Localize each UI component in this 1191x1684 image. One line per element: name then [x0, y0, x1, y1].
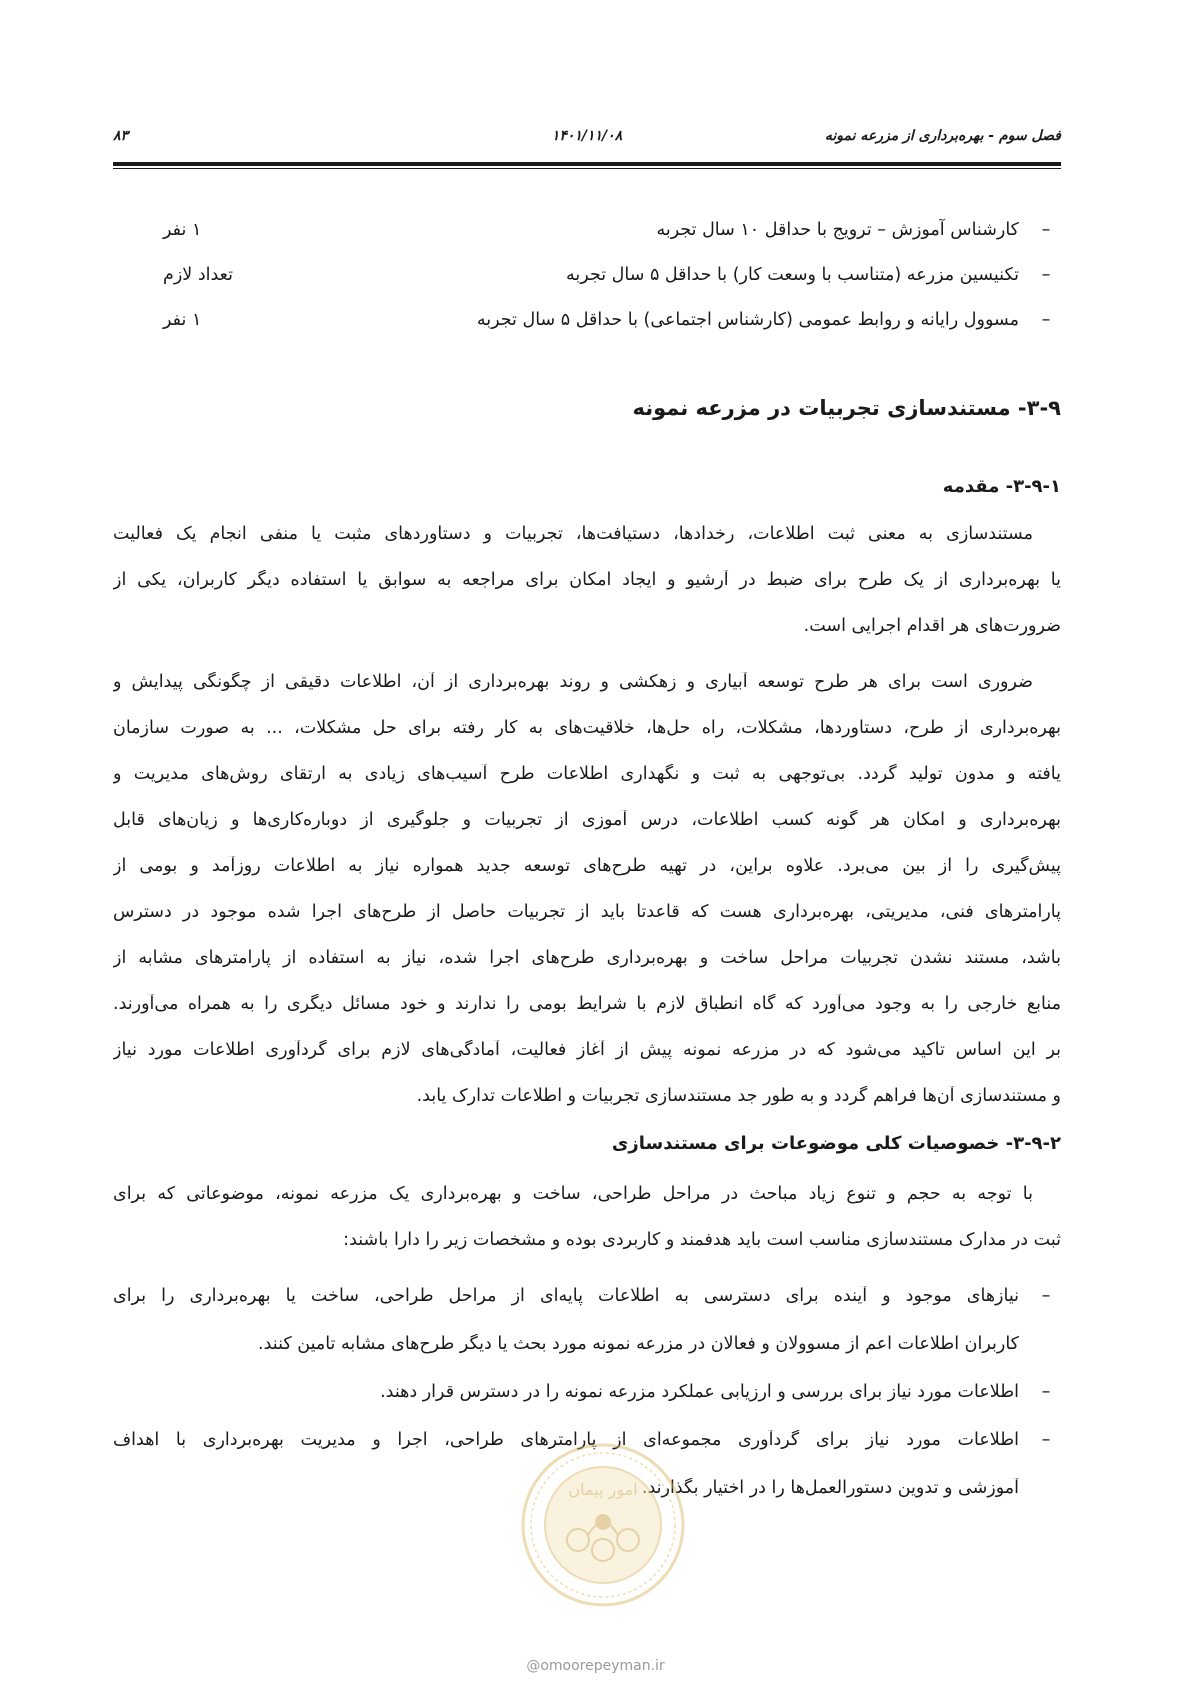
paragraph-line: بر این اساس تاکید می‌شود که در مزرعه نمونه پیش از آغاز فعالیت، آمادگی‌های لازم برای گردآوری اطلاعات مورد نیاز — [113, 1040, 1061, 1060]
paragraph-line: ضروری است برای هر طرح توسعه آبیاری و زهکشی و روند بهره‌برداری از آن، اطلاعات دقیقی از چگونگی پیدایش و — [113, 672, 1033, 692]
intro-heading: ۳-۹-۱- مقدمه — [942, 476, 1061, 497]
staff-count: ۱ نفر — [163, 310, 202, 330]
list-dash: – — [1041, 1286, 1051, 1306]
watermark-site: @omoorepeyman.ir — [526, 1658, 665, 1674]
staff-item — [113, 220, 1061, 265]
paragraph-line: ضرورت‌های هر اقدام اجرایی است. — [803, 616, 1061, 636]
bullet-line: اطلاعات مورد نیاز برای بررسی و ارزیابی عملکرد مزرعه نمونه را در دسترس قرار دهند. — [380, 1382, 1019, 1402]
staff-list — [113, 220, 1061, 355]
stamp-text: امور پیمان — [568, 1480, 638, 1499]
paragraph-line: یافته و مدون تولید گردد. بی‌توجهی به ثبت و نگهداری اطلاعات طرح آسیب‌های زیادی به ارتقای روش‌های مدیریت و — [113, 764, 1061, 784]
intro-paragraph-1 — [113, 524, 1061, 662]
header-date: ۱۴۰۱/۱۱/۰۸ — [551, 128, 623, 144]
header-rule-thin — [113, 168, 1061, 169]
watermark-stamp — [518, 1440, 688, 1610]
staff-role: تکنیسین مزرعه (متناسب با وسعت کار) با حداقل ۵ سال تجربه — [566, 265, 1019, 285]
list-dash: – — [1041, 265, 1051, 285]
page-number: ۸۳ — [113, 128, 129, 144]
staff-role: کارشناس آموزش – ترویج با حداقل ۱۰ سال تجربه — [656, 220, 1019, 240]
bullet-line: اطلاعات مورد نیاز برای گردآوری مجموعه‌ای از پارامترهای طراحی، اجرا و مدیریت بهره‌برداری با اهداف — [113, 1430, 1019, 1450]
bullet-line: کاربران اطلاعات اعم از مسوولان و فعالان در مزرعه نمونه مورد بحث یا دیگر طرح‌های مشابه تامین کنند. — [258, 1334, 1019, 1354]
paragraph-line: بهره‌برداری و امکان هر گونه کسب اطلاعات، درس آموزی از تجربیات و جلوگیری از دوباره‌کاری‌ها و زیان‌های قابل — [113, 810, 1061, 830]
paragraph-line: و مستندسازی آن‌ها فراهم گردد و به طور جد مستندسازی تجربیات و اطلاعات تدارک یابد. — [416, 1086, 1061, 1106]
list-item — [113, 1382, 1061, 1430]
paragraph-line: منابع خارجی را به وجود می‌آورد که گاه انطباق لازم با شرایط بومی را ندارند و خود مسائل دیگری را به همراه می‌آورند. — [113, 994, 1061, 1014]
list-dash: – — [1041, 1382, 1051, 1402]
list-item — [113, 1286, 1061, 1382]
page-header — [113, 128, 1061, 150]
intro-paragraph-2 — [113, 672, 1061, 1132]
list-dash: – — [1041, 1430, 1051, 1450]
paragraph-line: مستندسازی به معنی ثبت اطلاعات، رخدادها، دستیافت‌ها، تجربیات و دستاوردهای مثبت یا منفی انجام یک فعالیت — [113, 524, 1033, 544]
specs-paragraph — [113, 1184, 1061, 1276]
paragraph-line: ثبت در مدارک مستندسازی مناسب است باید هدفمند و کاربردی بوده و مشخصات زیر را دارا باشند: — [343, 1230, 1061, 1250]
paragraph-line: یا بهره‌برداری از یک طرح برای ضبط در آرشیو و ایجاد امکان برای مراجعه به سوابق یا استفاده دیگر کاربران، یکی از — [113, 570, 1061, 590]
chapter-title: فصل سوم - بهره‌برداری از مزرعه نمونه — [824, 128, 1061, 144]
paragraph-line: پارامترهای فنی، مدیریتی، بهره‌برداری هست که قاعدتا باید از تجربیات حاصل از طرح‌های اجرا شده موجود در دسترس — [113, 902, 1061, 922]
section-heading: ۳-۹- مستندسازی تجربیات در مزرعه نمونه — [632, 396, 1061, 420]
bullet-line: نیازهای موجود و آینده برای دسترسی به اطلاعات پایه‌ای از مراحل طراحی، ساخت یا بهره‌برداری را برای — [113, 1286, 1019, 1306]
bullet-line: آموزشی و تدوین دستورالعمل‌ها را در اختیار بگذارند. — [641, 1478, 1019, 1498]
list-dash: – — [1041, 310, 1051, 330]
paragraph-line: با توجه به حجم و تنوع زیاد مباحث در مراحل طراحی، ساخت و بهره‌برداری یک مزرعه نمونه، موضوعاتی که برای — [113, 1184, 1033, 1204]
header-rule-thick — [113, 162, 1061, 166]
staff-item — [113, 310, 1061, 355]
paragraph-line: پیش‌گیری را از بین می‌برد. علاوه براین، در تهیه طرح‌های توسعه جدید همواره نیاز به اطلاعات روزآمد و بومی از — [113, 856, 1061, 876]
list-dash: – — [1041, 220, 1051, 240]
staff-count: ۱ نفر — [163, 220, 202, 240]
paragraph-line: بهره‌برداری از طرح، دستاوردها، مشکلات، راه حل‌ها، خلاقیت‌های به کار رفته برای حل مشکلات، ... به صورت سازمان — [113, 718, 1061, 738]
specs-heading: ۳-۹-۲- خصوصیات کلی موضوعات برای مستندسازی — [611, 1133, 1061, 1154]
staff-item — [113, 265, 1061, 310]
staff-count: تعداد لازم — [163, 265, 233, 285]
staff-role: مسوول رایانه و روابط عمومی (کارشناس اجتماعی) با حداقل ۵ سال تجربه — [476, 310, 1019, 330]
paragraph-line: باشد، مستند نشدن تجربیات مراحل ساخت و بهره‌برداری طرح‌های اجرا شده، نیاز به استفاده از پارامترهای مشابه از — [113, 948, 1061, 968]
